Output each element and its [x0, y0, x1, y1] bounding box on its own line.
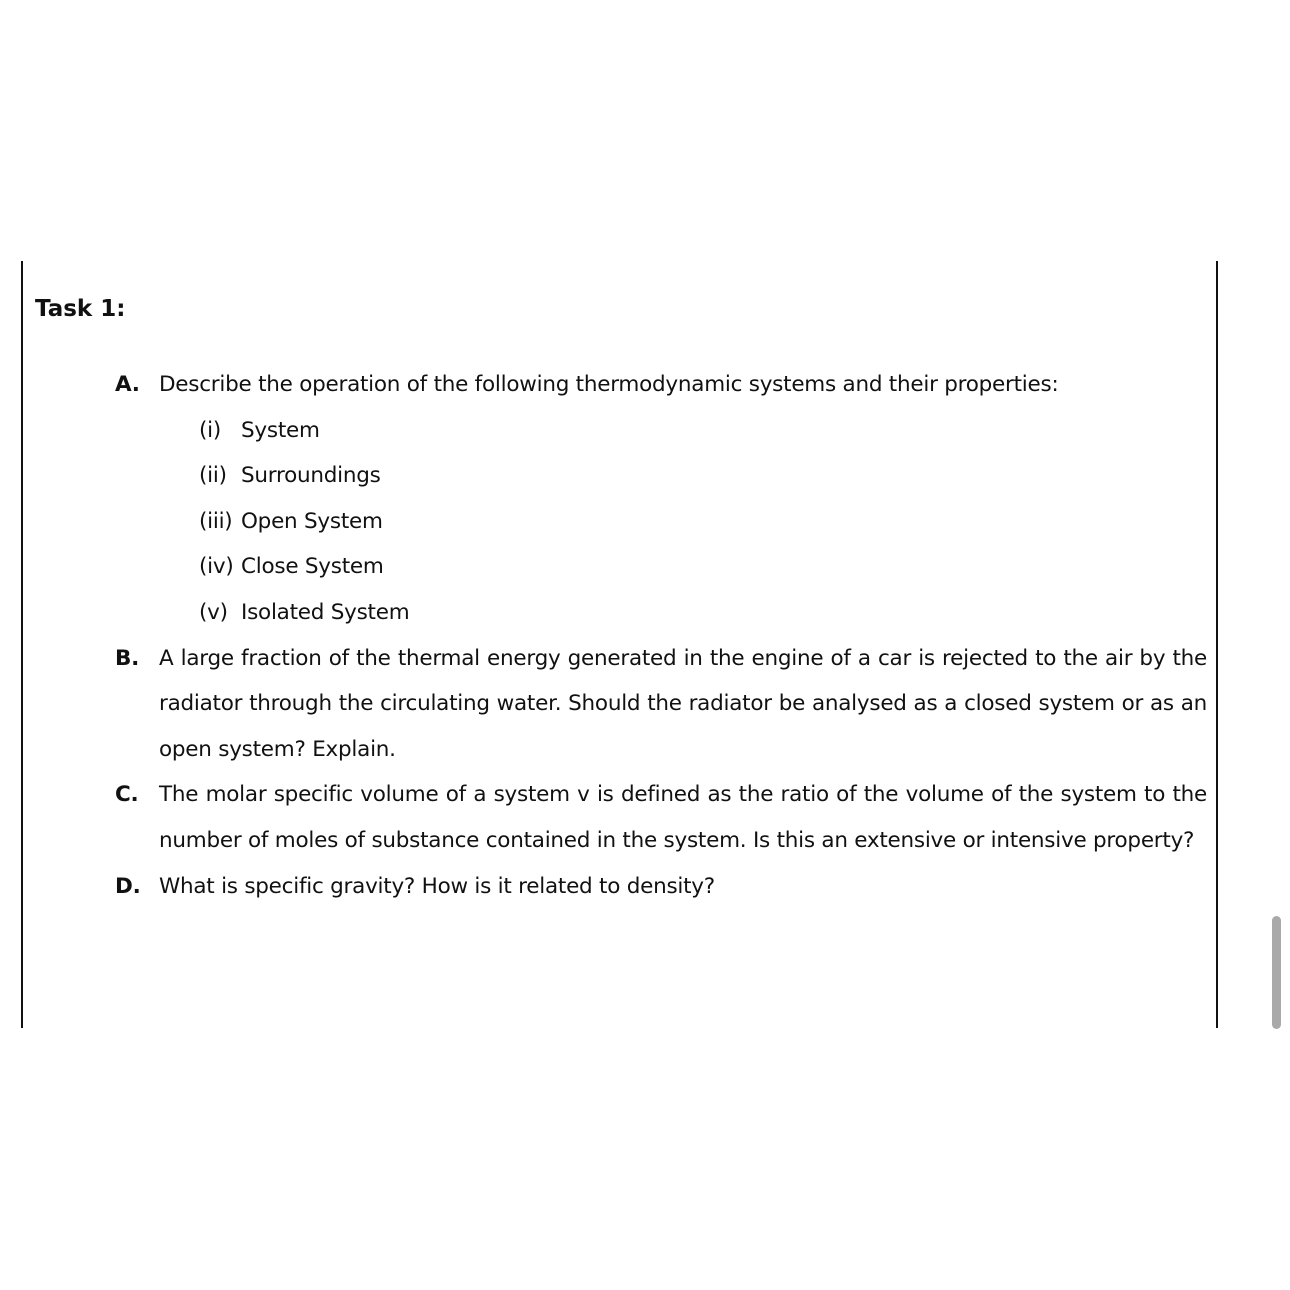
question-text: Describe the operation of the following thermodynamic systems and their properties: [159, 372, 1059, 397]
sub-item-number: (v) [199, 599, 228, 625]
question-text: A large fraction of the thermal energy generated in the engine of a car is rejected to the air by the radiator through the circulating water. Should the radiator be analysed as a closed system or as an open system? Explain. [159, 645, 1207, 762]
sub-item [199, 408, 1207, 454]
sub-item-text: Open System [241, 508, 383, 534]
question-text: What is specific gravity? How is it related to density? [159, 873, 715, 899]
question-letter: B. [115, 645, 140, 671]
sub-item-number: (i) [199, 417, 221, 443]
sub-item-list [159, 408, 1207, 636]
question-d [115, 864, 1207, 910]
sub-item-number: (iv) [199, 554, 234, 580]
scrollbar-thumb[interactable] [1272, 916, 1281, 1029]
sub-item-text: Close System [241, 554, 384, 580]
sub-item [199, 499, 1207, 545]
sub-item [199, 544, 1207, 590]
sub-item-number: (iii) [199, 508, 233, 534]
sub-item-text: System [241, 417, 320, 443]
sub-item-text: Surroundings [241, 463, 381, 489]
question-letter: C. [115, 782, 139, 808]
sub-item [199, 590, 1207, 636]
question-text: The molar specific volume of a system v is defined as the ratio of the volume of the system to the number of moles of substance contained in the system. Is this an extensive or intensive property? [159, 782, 1207, 853]
question-letter: A. [115, 372, 140, 397]
question-list [115, 362, 1207, 909]
task-title: Task 1: [35, 296, 126, 322]
question-b [115, 636, 1207, 773]
sub-item-number: (ii) [199, 463, 227, 489]
question-letter: D. [115, 873, 141, 899]
sub-item [199, 453, 1207, 499]
sub-item-text: Isolated System [241, 599, 410, 625]
question-a [115, 362, 1207, 636]
question-c [115, 772, 1207, 863]
